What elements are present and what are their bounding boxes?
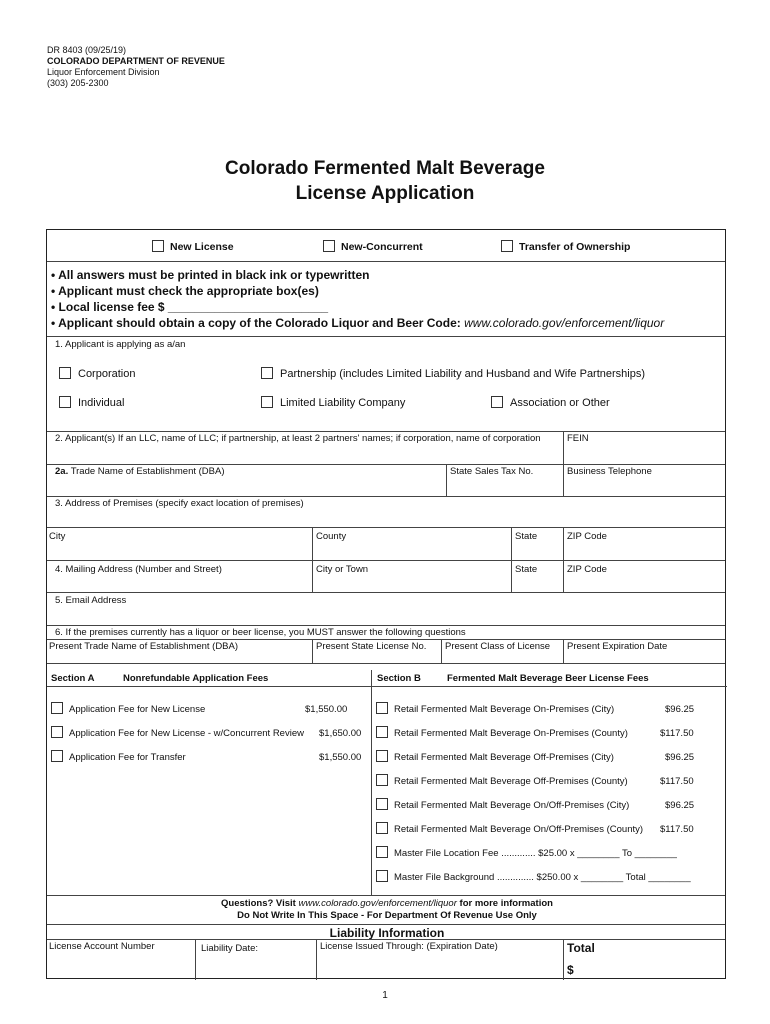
- corporation-label: Corporation: [78, 368, 136, 380]
- master-file-location-label: Master File Location Fee ............. $25.00 x ________ To ________: [394, 848, 677, 859]
- q5-label: 5. Email Address: [55, 595, 127, 606]
- fee-onoff-city-label: Retail Fermented Malt Beverage On/Off-Premises (City): [394, 800, 630, 811]
- section-b-label: Section B: [377, 673, 421, 684]
- q2a-number: 2a.: [55, 466, 69, 477]
- new-concurrent-label: New-Concurrent: [341, 241, 423, 253]
- divider: [312, 560, 313, 592]
- divider: [47, 663, 725, 664]
- fee-new-license-amount: $1,550.00: [305, 704, 348, 715]
- fee-offprem-city-checkbox[interactable]: [376, 750, 388, 762]
- present-license-no-label: Present State License No.: [316, 641, 427, 652]
- application-form: [46, 229, 726, 979]
- divider: [316, 939, 317, 980]
- fee-transfer-label: Application Fee for Transfer: [69, 752, 186, 763]
- fee-offprem-city-label: Retail Fermented Malt Beverage Off-Premises (City): [394, 752, 614, 763]
- total-dollar: $: [567, 963, 574, 977]
- questions-url[interactable]: www.colorado.gov/enforcement/liquor: [298, 898, 457, 909]
- corporation-checkbox[interactable]: [59, 367, 71, 379]
- fee-onprem-city-label: Retail Fermented Malt Beverage On-Premises (City): [394, 704, 615, 715]
- fee-onprem-county-label: Retail Fermented Malt Beverage On-Premises (County): [394, 728, 628, 739]
- fee-transfer-amount: $1,550.00: [319, 752, 362, 763]
- fee-onoff-county-amount: $117.50: [660, 824, 694, 835]
- fee-concurrent-amount: $1,650.00: [319, 728, 362, 739]
- divider: [446, 464, 447, 496]
- issued-through-label: License Issued Through: (Expiration Date): [320, 941, 498, 952]
- total-label: Total: [567, 941, 595, 955]
- divider: [47, 625, 725, 626]
- transfer-ownership-label: Transfer of Ownership: [519, 241, 631, 253]
- divider: [511, 560, 512, 592]
- instruction-local-fee: • Local license fee $ ________________________: [51, 300, 329, 314]
- master-file-background-label: Master File Background .............. $250.00 x ________ Total ________: [394, 872, 691, 883]
- fee-concurrent-label: Application Fee for New License - w/Concurrent Review: [69, 728, 304, 739]
- division-name: Liquor Enforcement Division: [47, 67, 160, 77]
- questions-note: [47, 898, 727, 909]
- fee-offprem-county-amount: $117.50: [660, 776, 694, 787]
- individual-label: Individual: [78, 397, 125, 409]
- title-line-1: Colorado Fermented Malt Beverage: [225, 158, 545, 179]
- instruction-ink: • All answers must be printed in black ink or typewritten: [51, 268, 370, 282]
- divider: [563, 527, 564, 560]
- fee-onoff-county-checkbox[interactable]: [376, 822, 388, 834]
- liability-title: Liability Information: [329, 926, 445, 940]
- divider: [47, 496, 725, 497]
- fee-onoff-county-label: Retail Fermented Malt Beverage On/Off-Premises (County): [394, 824, 644, 835]
- q2a-label: [55, 466, 225, 477]
- county-label: County: [316, 531, 347, 542]
- llc-checkbox[interactable]: [261, 396, 273, 408]
- divider: [563, 560, 564, 592]
- department-name: COLORADO DEPARTMENT OF REVENUE: [47, 56, 225, 66]
- divider: [47, 939, 725, 940]
- q1-label: 1. Applicant is applying as a/an: [55, 339, 186, 350]
- q2a-text: Trade Name of Establishment (DBA): [70, 466, 225, 477]
- fein-label: FEIN: [567, 433, 589, 444]
- association-label: Association or Other: [510, 397, 610, 409]
- q3-label: 3. Address of Premises (specify exact location of premises): [55, 498, 304, 509]
- section-a-label: Section A: [51, 673, 95, 684]
- do-not-write-note: Do Not Write In This Space - For Department Of Revenue Use Only: [237, 910, 537, 921]
- divider: [47, 527, 725, 528]
- divider: [563, 639, 564, 663]
- fee-onoff-city-amount: $96.25: [665, 800, 695, 811]
- liquor-code-link[interactable]: www.colorado.gov/enforcement/liquor: [464, 316, 665, 330]
- divider: [47, 464, 725, 465]
- page-title: [0, 156, 770, 206]
- transfer-ownership-checkbox[interactable]: [501, 240, 513, 252]
- instruction-liquor-code: [51, 316, 664, 330]
- divider: [47, 560, 725, 561]
- divider: [195, 939, 196, 980]
- divider: [47, 895, 725, 896]
- fee-offprem-county-checkbox[interactable]: [376, 774, 388, 786]
- divider: [563, 939, 564, 980]
- master-file-background-checkbox[interactable]: [376, 870, 388, 882]
- liability-date-label: Liability Date:: [201, 943, 259, 954]
- divider: [47, 592, 725, 593]
- division-phone: (303) 205-2300: [47, 78, 109, 88]
- llc-label: Limited Liability Company: [280, 397, 406, 409]
- questions-suffix: for more information: [456, 898, 553, 909]
- state-sales-tax-label: State Sales Tax No.: [450, 466, 534, 477]
- fee-onprem-county-amount: $117.50: [660, 728, 694, 739]
- business-phone-label: Business Telephone: [567, 466, 652, 477]
- divider: [47, 431, 725, 432]
- q6-label: 6. If the premises currently has a liquor or beer license, you MUST answer the following questions: [55, 627, 466, 638]
- section-a-title: Nonrefundable Application Fees: [123, 673, 269, 684]
- divider: [441, 639, 442, 663]
- new-concurrent-checkbox[interactable]: [323, 240, 335, 252]
- divider: [312, 527, 313, 560]
- present-trade-name-label: Present Trade Name of Establishment (DBA): [49, 641, 239, 652]
- master-file-location-checkbox[interactable]: [376, 846, 388, 858]
- form-header: [47, 45, 225, 89]
- fee-concurrent-checkbox[interactable]: [51, 726, 63, 738]
- divider: [47, 261, 725, 262]
- q2-label: 2. Applicant(s) If an LLC, name of LLC; if partnership, at least 2 partners' names; if corporation, name of corporation: [55, 433, 541, 444]
- fee-offprem-county-label: Retail Fermented Malt Beverage Off-Premises (County): [394, 776, 628, 787]
- partnership-checkbox[interactable]: [261, 367, 273, 379]
- new-license-label: New License: [170, 241, 234, 253]
- partnership-label: Partnership (includes Limited Liability and Husband and Wife Partnerships): [280, 368, 646, 380]
- fee-onprem-county-checkbox[interactable]: [376, 726, 388, 738]
- license-account-number-label: License Account Number: [49, 941, 155, 952]
- state-label-2: State: [515, 564, 538, 575]
- fee-new-license-label: Application Fee for New License: [69, 704, 206, 715]
- q4-label: 4. Mailing Address (Number and Street): [55, 564, 222, 575]
- present-class-label: Present Class of License: [445, 641, 551, 652]
- fee-new-license-checkbox[interactable]: [51, 702, 63, 714]
- liquor-code-text: • Applicant should obtain a copy of the Colorado Liquor and Beer Code:: [51, 316, 465, 330]
- state-label: State: [515, 531, 538, 542]
- section-b-title: Fermented Malt Beverage Beer License Fees: [447, 673, 649, 684]
- fee-transfer-checkbox[interactable]: [51, 750, 63, 762]
- city-label: City: [49, 531, 66, 542]
- fee-offprem-city-amount: $96.25: [665, 752, 695, 763]
- association-checkbox[interactable]: [491, 396, 503, 408]
- instruction-check-boxes: • Applicant must check the appropriate box(es): [51, 284, 319, 298]
- individual-checkbox[interactable]: [59, 396, 71, 408]
- present-expiration-label: Present Expiration Date: [567, 641, 668, 652]
- zip-label-2: ZIP Code: [567, 564, 607, 575]
- zip-label: ZIP Code: [567, 531, 607, 542]
- new-license-checkbox[interactable]: [152, 240, 164, 252]
- divider: [47, 336, 725, 337]
- divider: [312, 639, 313, 663]
- fee-onoff-city-checkbox[interactable]: [376, 798, 388, 810]
- divider: [563, 464, 564, 496]
- form-id: DR 8403 (09/25/19): [47, 45, 127, 55]
- fee-onprem-city-checkbox[interactable]: [376, 702, 388, 714]
- title-line-2: License Application: [295, 183, 475, 204]
- questions-prefix: Questions? Visit: [221, 898, 299, 909]
- divider: [511, 527, 512, 560]
- divider: [47, 639, 725, 640]
- city-town-label: City or Town: [316, 564, 369, 575]
- divider: [47, 924, 725, 925]
- page-number: 1: [382, 990, 388, 1001]
- divider: [47, 686, 727, 687]
- section-divider: [371, 670, 372, 895]
- fee-onprem-city-amount: $96.25: [665, 704, 695, 715]
- divider: [563, 431, 564, 464]
